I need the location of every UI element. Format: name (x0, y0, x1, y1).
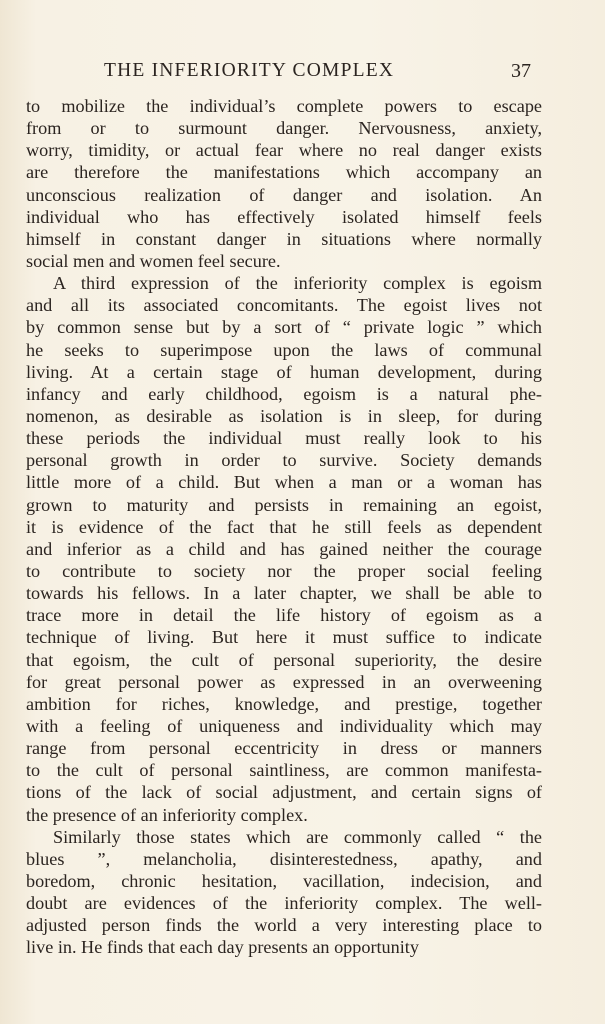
text-line: A third expression of the inferiority complex is egoism (53, 273, 542, 294)
text-line: range from personal eccentricity in dress or manners (26, 738, 542, 759)
text-line: to mobilize the individual’s complete powers to escape (26, 96, 542, 116)
text-line: personal growth in order to survive. Society demands (26, 450, 542, 471)
text-line: these periods the individual must really look to his (26, 428, 542, 449)
text-line: and all its associated concomitants. The egoist lives not (26, 295, 542, 316)
text-line: boredom, chronic hesitation, vacillation, indecision, and (26, 870, 542, 891)
text-line: technique of living. But here it must suffice to indicate (26, 627, 542, 648)
running-title: THE INFERIORITY COMPLEX (104, 60, 395, 81)
text-line: live in. He finds that each day presents an opportunity (26, 937, 419, 958)
text-line: the presence of an inferiority complex. (26, 804, 308, 825)
text-line: to the cult of personal saintliness, are common manifesta- (26, 760, 542, 781)
paragraph (26, 95, 542, 272)
text-line: social men and women feel secure. (26, 250, 281, 271)
body-text (26, 95, 542, 958)
text-line: nomenon, as desirable as isolation is in sleep, for during (26, 405, 542, 426)
text-line: by common sense but by a sort of “ private logic ” which (26, 317, 542, 338)
text-line: towards his fellows. In a later chapter, we shall be able to (26, 583, 542, 604)
text-line: he seeks to superimpose upon the laws of communal (26, 339, 542, 360)
text-line: blues ”, melancholia, disinterestedness, apathy, and (26, 848, 542, 869)
text-line: himself in constant danger in situations where normally (26, 228, 542, 249)
text-line: that egoism, the cult of personal superiority, the desire (26, 649, 542, 670)
page-number: 37 (511, 60, 531, 82)
paragraph (26, 272, 542, 826)
text-line: trace more in detail the life history of egoism as a (26, 605, 542, 626)
text-line: doubt are evidences of the inferiority complex. The well- (26, 893, 542, 914)
text-line: infancy and early childhood, egoism is a natural phe- (26, 383, 542, 404)
text-line: from or to surmount danger. Nervousness, anxiety, (26, 118, 542, 139)
text-line: grown to maturity and persists in remaining an egoist, (26, 494, 542, 515)
text-line: worry, timidity, or actual fear where no real danger exists (26, 140, 542, 161)
text-line: adjusted person finds the world a very interesting place to (26, 915, 542, 936)
text-line: for great personal power as expressed in an overweening (26, 671, 542, 692)
text-line: it is evidence of the fact that he still feels as dependent (26, 516, 542, 537)
text-line: and inferior as a child and has gained neither the courage (26, 538, 542, 559)
text-line: living. At a certain stage of human development, during (26, 361, 542, 382)
text-line: individual who has effectively isolated himself feels (26, 206, 542, 227)
text-line: with a feeling of uniqueness and individuality which may (26, 715, 542, 736)
paragraph (26, 826, 542, 959)
text-line: to contribute to society nor the proper social feeling (26, 560, 542, 581)
text-line: little more of a child. But when a man or a woman has (26, 472, 542, 493)
text-line: Similarly those states which are commonly called “ the (53, 826, 542, 847)
text-line: are therefore the manifestations which accompany an (26, 162, 542, 183)
text-line: tions of the lack of social adjustment, and certain signs of (26, 782, 542, 803)
text-line: ambition for riches, knowledge, and prestige, together (26, 693, 542, 714)
running-head (0, 60, 605, 90)
text-line: unconscious realization of danger and isolation. An (26, 184, 542, 205)
